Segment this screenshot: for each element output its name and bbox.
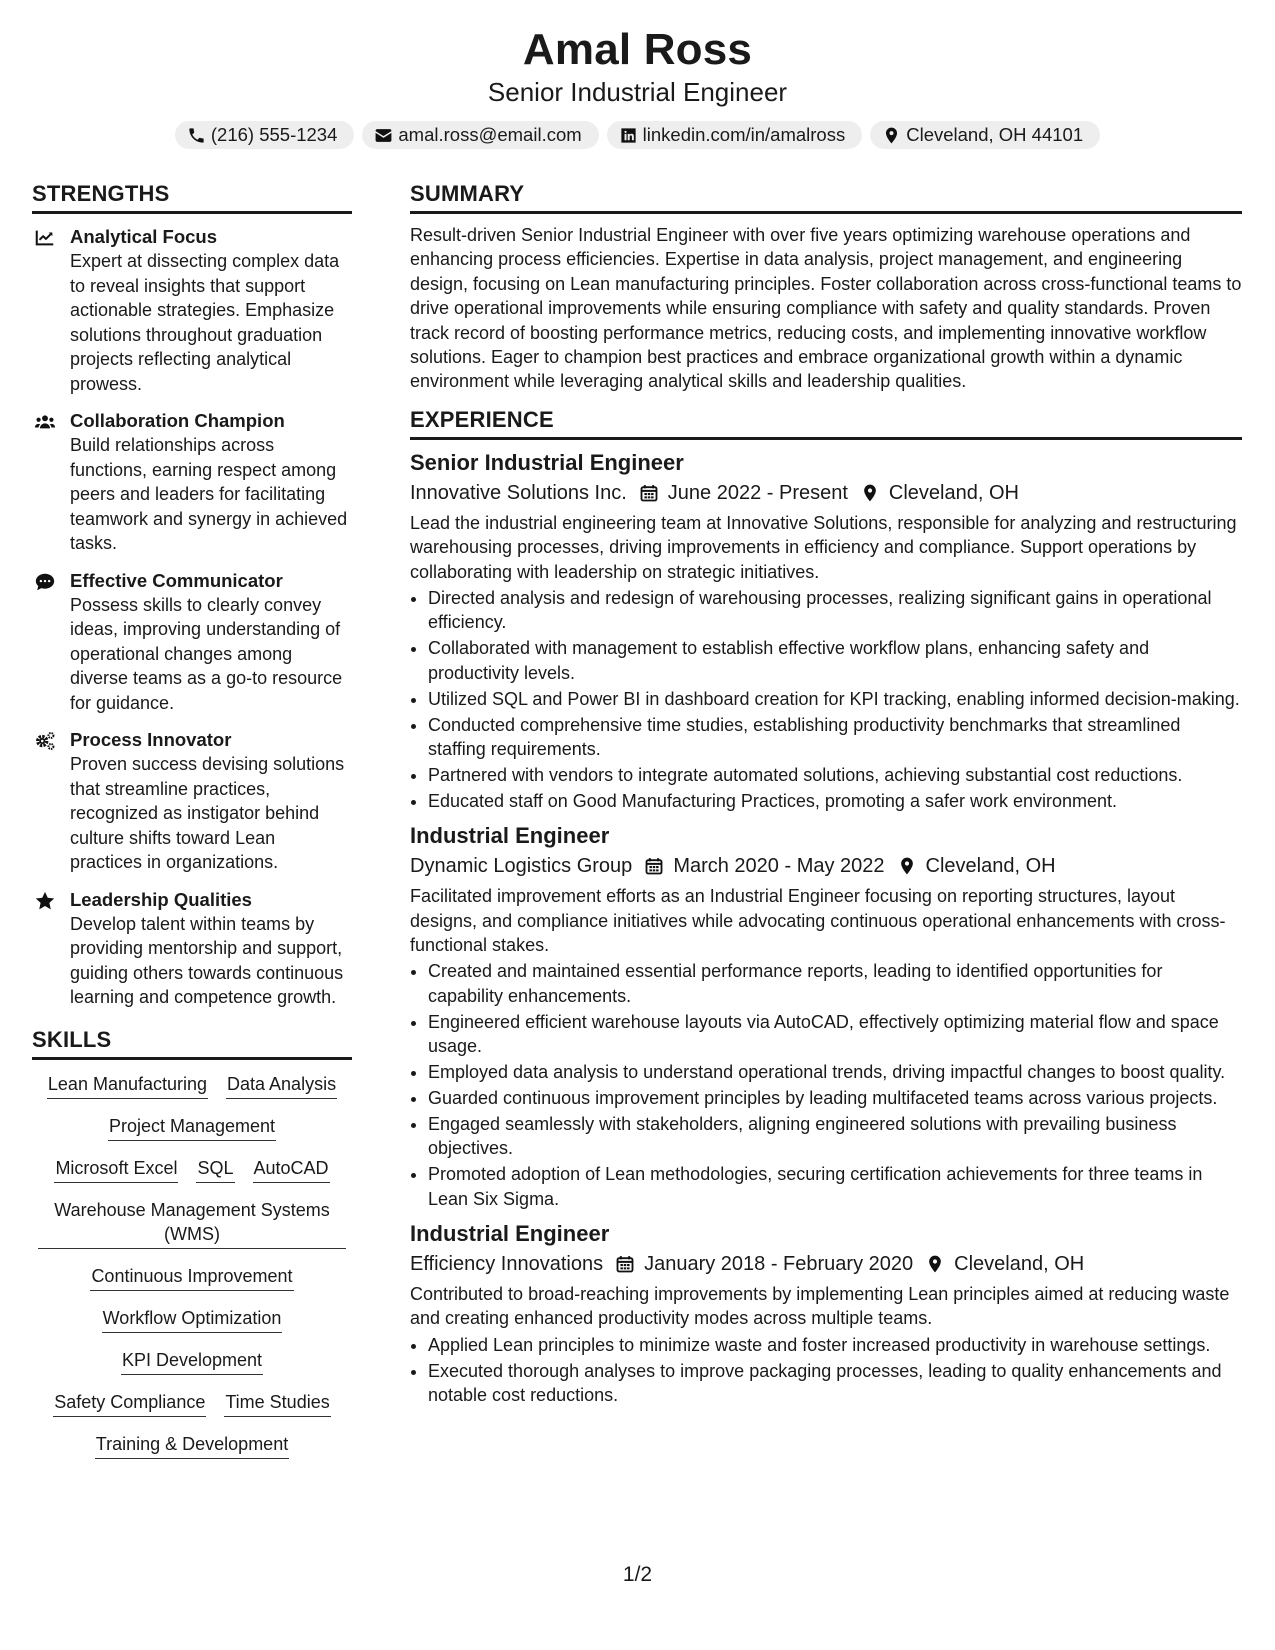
left-column — [32, 177, 352, 1474]
calendar-icon — [639, 483, 659, 503]
list-item: • Collaborated with management to establish effective workflow plans, enhancing safety and productivity levels. — [428, 636, 1242, 685]
list-item: • Partnered with vendors to integrate automated solutions, achieving substantial cost reductions. — [428, 763, 1242, 787]
job-bullets — [410, 586, 1242, 813]
skill-row — [32, 1390, 352, 1417]
list-item: • Utilized SQL and Power BI in dashboard creation for KPI tracking, enabling informed decision-making. — [428, 687, 1242, 711]
job-dates: June 2022 - Present — [667, 481, 848, 504]
linkedin-icon — [619, 126, 638, 145]
job-description: Contributed to broad-reaching improvements by implementing Lean principles aimed at reducing waste and creating enhanced productivity modes across multiple teams. — [410, 1284, 1230, 1329]
job-title: Senior Industrial Engineer — [410, 449, 684, 475]
job-title: Industrial Engineer — [410, 1221, 610, 1246]
map-pin-icon — [882, 126, 901, 145]
skill-tag: Time Studies — [224, 1390, 330, 1417]
experience-heading: EXPERIENCE — [410, 403, 1242, 440]
skill-tag: Microsoft Excel — [54, 1156, 178, 1183]
job-meta — [410, 1249, 1242, 1279]
skills-heading: SKILLS — [32, 1023, 352, 1060]
strengths-list — [32, 225, 352, 1010]
strength-item: Leadership Qualities Develop talent within teams by providing mentorship and support, guiding others towards continuous learning and competence growth. — [32, 888, 352, 1010]
strength-item: Effective Communicator Possess skills to clearly convey ideas, improving understanding of operational changes among diverse teams as a go-to resource for guidance. — [32, 569, 352, 716]
summary-heading: SUMMARY — [410, 177, 1242, 214]
skill-tag: Safety Compliance — [53, 1390, 206, 1417]
list-item: • Conducted comprehensive time studies, establishing productivity benchmarks that streamlined staffing requirements. — [428, 713, 1242, 762]
summary-text: Result-driven Senior Industrial Engineer with over five years optimizing warehouse operations and enhancing process efficiencies. Expertise in data analysis, project management, and engineering design, focusing on Lean manufacturing principles. Foster collaboration across cross-functional teams to drive operational improvements while ensuring compliance with safety and quality standards. Proven track record of boosting performance metrics, reducing costs, and implementing innovative workflow solutions. Eager to champion best practices and embrace organizational growth within a dynamic environment while leveraging analytical skills and leadership qualities. — [410, 225, 1242, 392]
skill-tag: Project Management — [108, 1114, 276, 1141]
skill-tag: Training & Development — [95, 1432, 289, 1459]
job-location: Cleveland, OH — [954, 1253, 1085, 1275]
calendar-icon — [644, 856, 664, 876]
strength-item: Collaboration Champion Build relationships across functions, earning respect among peers and leaders for facilitating teamwork and synergy in achieved tasks. — [32, 409, 352, 556]
star-icon — [34, 890, 56, 912]
map-pin-icon — [897, 856, 917, 876]
job-entry — [410, 821, 1242, 1211]
job-location: Cleveland, OH — [925, 855, 1056, 878]
calendar-icon — [615, 1254, 635, 1274]
job-meta — [410, 851, 1242, 881]
job-meta — [410, 478, 1242, 508]
skill-row — [32, 1114, 352, 1141]
strengths-heading: STRENGTHS — [32, 177, 352, 214]
map-pin-icon — [860, 483, 880, 503]
candidate-title: Senior Industrial Engineer — [487, 77, 788, 107]
list-item: • Applied Lean principles to minimize waste and foster increased productivity in warehouse settings. — [428, 1333, 1242, 1357]
contact-location: Cleveland, OH 44101 — [870, 121, 1100, 149]
resume-header — [0, 22, 1275, 149]
contact-linkedin[interactable]: linkedin.com/in/amalross — [607, 121, 863, 149]
skill-row — [32, 1348, 352, 1375]
job-bullets — [410, 959, 1242, 1211]
skill-row — [32, 1264, 352, 1291]
phone-icon — [187, 126, 206, 145]
job-entry — [410, 1219, 1242, 1408]
job-company: Dynamic Logistics Group — [410, 855, 633, 878]
candidate-name: Amal Ross — [522, 25, 753, 74]
skill-row — [32, 1156, 352, 1183]
skill-tag: Continuous Improvement — [90, 1264, 293, 1291]
comment-dots-icon — [34, 571, 56, 593]
skill-tag: AutoCAD — [253, 1156, 330, 1183]
job-company: Innovative Solutions Inc. — [410, 481, 627, 504]
skill-tag: SQL — [196, 1156, 234, 1183]
strength-item: Analytical Focus Expert at dissecting complex data to reveal insights that support actionable strategies. Emphasize solutions throughout graduation projects reflecting analytical prowess. — [32, 225, 352, 396]
skill-tag: Warehouse Management Systems (WMS) — [38, 1198, 346, 1249]
contact-phone[interactable]: (216) 555-1234 — [175, 121, 355, 149]
job-description: Facilitated improvement efforts as an Industrial Engineer focusing on reporting structures, layout designs, and compliance initiatives while advocating continuous operational enhancements with cross-functional stakes. — [410, 886, 1226, 956]
users-icon — [34, 411, 56, 433]
contact-email[interactable]: amal.ross@email.com — [362, 121, 598, 149]
map-pin-icon — [925, 1254, 945, 1274]
job-company: Efficiency Innovations — [410, 1253, 604, 1275]
skill-tag: Workflow Optimization — [102, 1306, 283, 1333]
skill-tag: KPI Development — [121, 1348, 263, 1375]
skill-tag: Lean Manufacturing — [47, 1072, 208, 1099]
list-item: • Directed analysis and redesign of warehousing processes, realizing significant gains in operational efficiency. — [428, 586, 1242, 635]
skill-row — [32, 1072, 352, 1099]
skills-list — [32, 1072, 352, 1459]
list-item: • Employed data analysis to understand operational trends, driving impactful changes to boost quality. — [428, 1060, 1242, 1084]
list-item: • Engaged seamlessly with stakeholders, aligning engineered solutions with prevailing business objectives. — [428, 1112, 1242, 1161]
strength-item: Process Innovator Proven success devising solutions that streamline practices, recognized as instigator behind culture shifts toward Lean practices in organizations. — [32, 728, 352, 875]
envelope-icon — [374, 126, 393, 145]
list-item: • Guarded continuous improvement principles by leading multifaceted teams across various projects. — [428, 1086, 1242, 1110]
gears-icon — [34, 730, 56, 752]
job-location: Cleveland, OH — [888, 481, 1019, 504]
chart-line-icon — [34, 227, 56, 249]
list-item: • Engineered efficient warehouse layouts via AutoCAD, effectively optimizing material flow and space usage. — [428, 1010, 1242, 1059]
skill-row — [32, 1198, 352, 1249]
page-number: 1/2 — [622, 1563, 653, 1586]
job-title: Industrial Engineer — [410, 823, 610, 849]
list-item: • Promoted adoption of Lean methodologies, securing certification achievements for three teams in Lean Six Sigma. — [428, 1162, 1242, 1211]
job-dates: March 2020 - May 2022 — [673, 855, 885, 878]
job-dates: January 2018 - February 2020 — [644, 1253, 914, 1275]
job-entry — [410, 448, 1242, 813]
list-item: • Educated staff on Good Manufacturing Practices, promoting a safer work environment. — [428, 789, 1242, 813]
list-item: • Created and maintained essential performance reports, leading to identified opportunities for capability enhancements. — [428, 959, 1242, 1008]
job-description: Lead the industrial engineering team at Innovative Solutions, responsible for analyzing and restructuring warehousing processes, driving improvements in efficiency and compliance. Support operations by collaborating with leadership on strategic initiatives. — [410, 512, 1237, 582]
skill-row — [32, 1432, 352, 1459]
right-column — [410, 177, 1242, 1409]
list-item: • Executed thorough analyses to improve packaging processes, leading to quality enhancements and notable cost reductions. — [428, 1359, 1242, 1408]
job-bullets — [410, 1333, 1242, 1408]
skill-row — [32, 1306, 352, 1333]
skill-tag: Data Analysis — [226, 1072, 337, 1099]
contact-bar — [0, 121, 1275, 149]
